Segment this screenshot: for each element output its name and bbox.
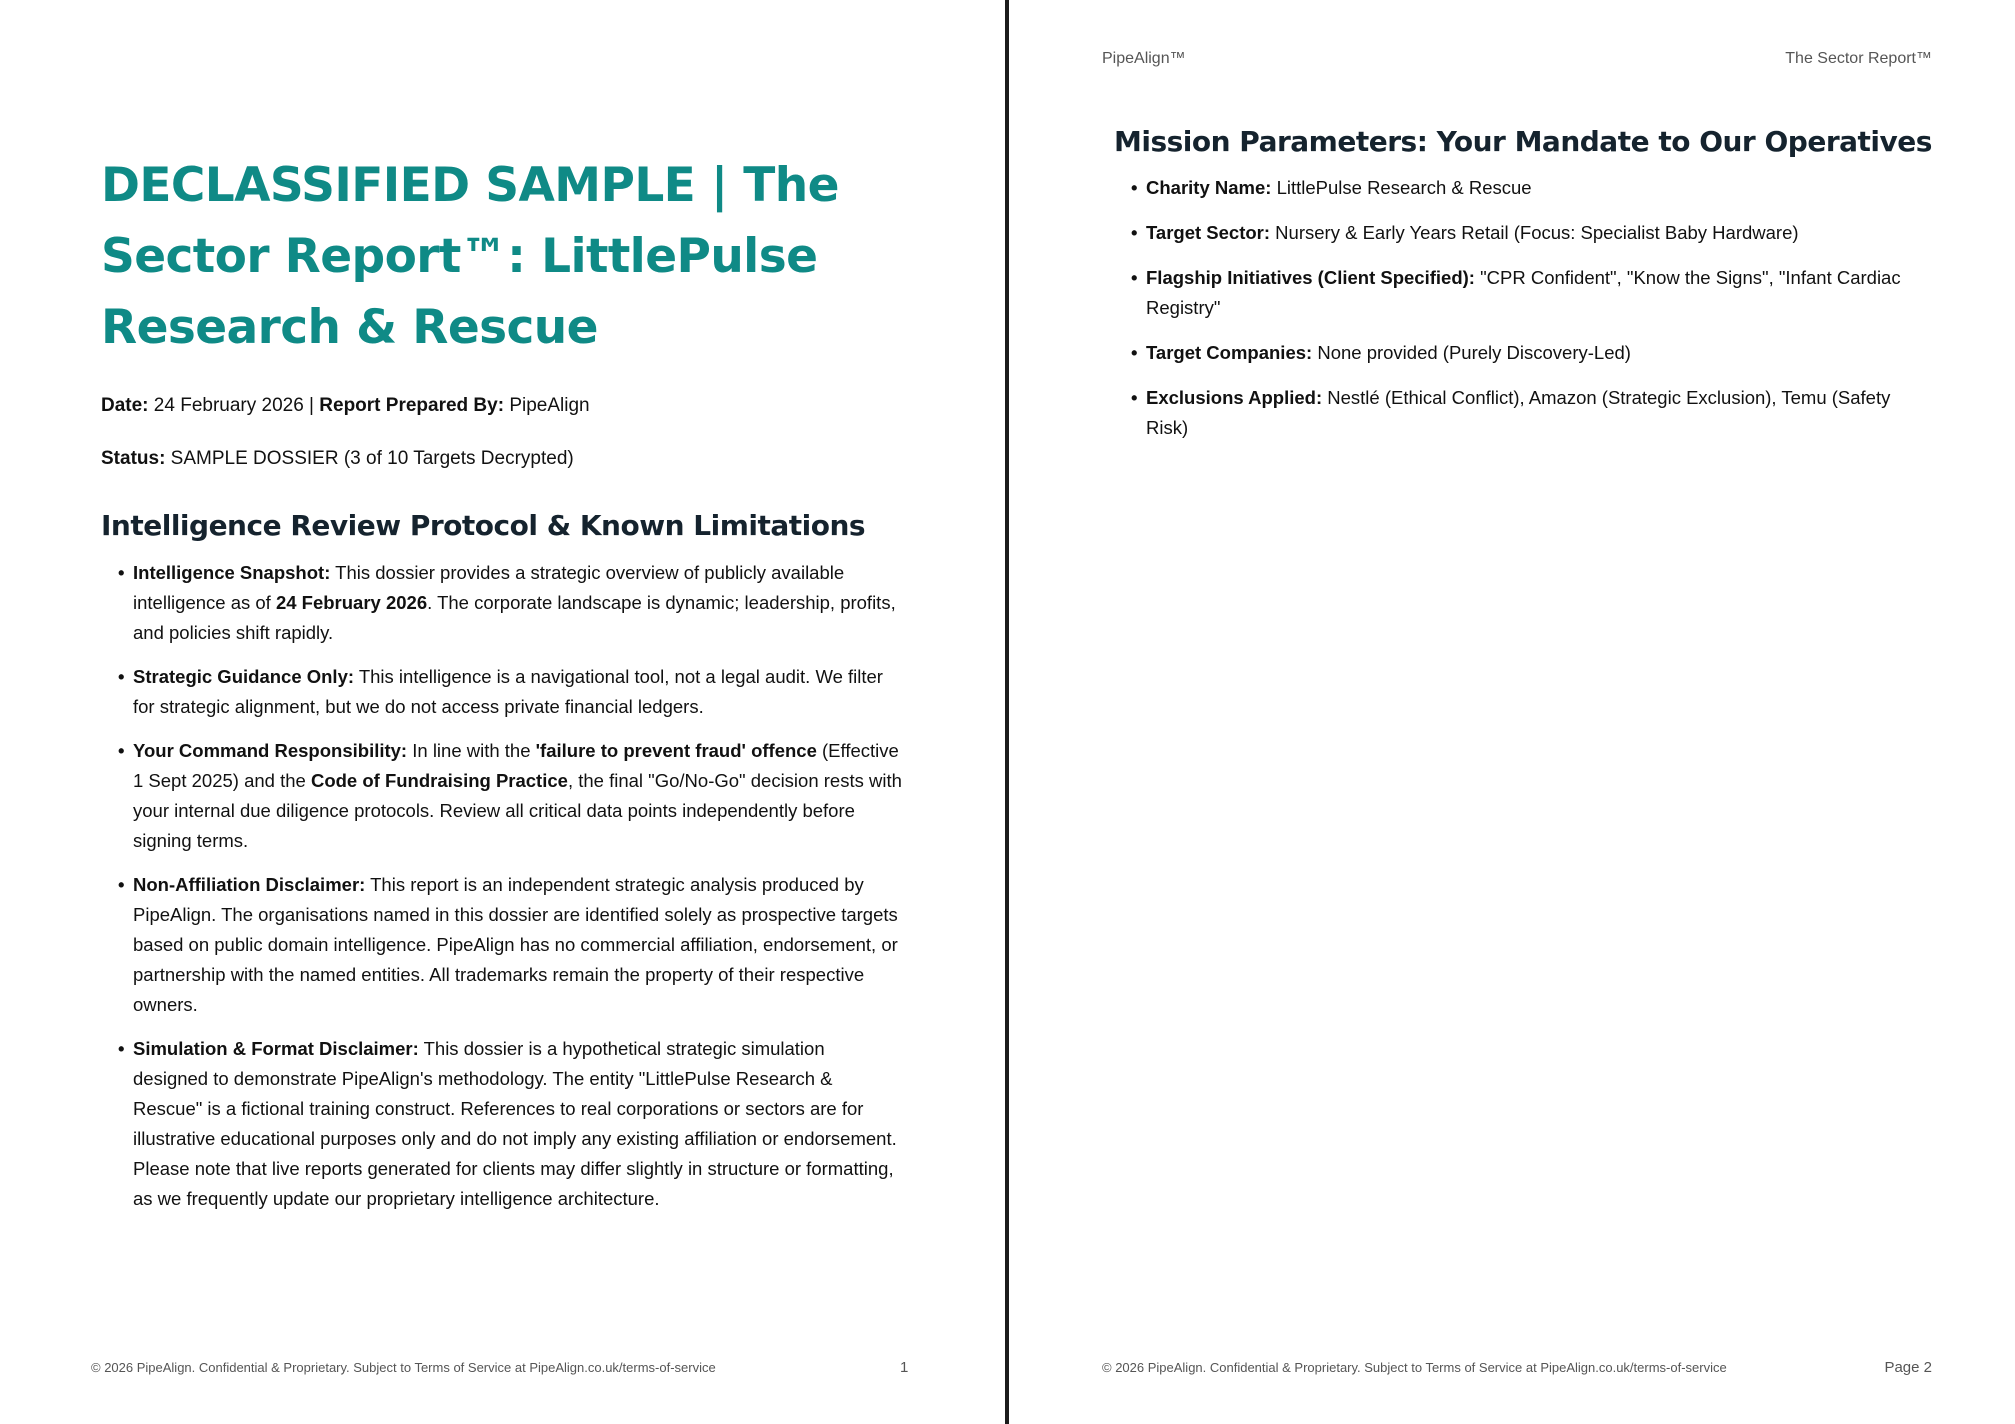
bullet-text: (Effective 1 Sept 2025) and the <box>133 740 899 791</box>
date-label: Date: <box>101 395 149 416</box>
running-head-left: PipeAlign™ <box>1102 50 1186 67</box>
list-item <box>102 736 902 856</box>
bullet-emphasis: Code of Fundraising Practice <box>310 770 568 791</box>
limitations-heading: Intelligence Review Protocol & Known Limitations <box>101 509 866 542</box>
report-title: DECLASSIFIED SAMPLE | The Sector Report™: LittlePulse Research & Rescue <box>101 158 839 355</box>
bullet-text: In line with the <box>407 740 536 761</box>
bullet-text: . The corporate landscape is dynamic; leadership, profits, and policies shift rapidly. <box>133 592 896 643</box>
document-page-1 <box>0 0 1005 1424</box>
bullet-label: Your Command Responsibility: <box>133 740 408 761</box>
list-item <box>102 1034 902 1214</box>
bullet-text: This dossier provides a strategic overview of publicly available intelligence as of <box>133 562 845 613</box>
bullet-text: , the final "Go/No-Go" decision rests with your internal due diligence protocols. Review all critical data points independently before signing terms. <box>133 770 902 851</box>
bullet-label: Charity Name: <box>1146 177 1272 198</box>
bullet-text: This dossier is a hypothetical strategic simulation designed to demonstrate PipeAlign's methodology. The entity "LittlePulse Research & Rescue" is a fictional training construct. References to real corporations or sectors are for illustrative educational purposes only and do not imply any existing affiliation or endorsement. Please note that live reports generated for clients may differ slightly in structure or formatting, as we frequently update our proprietary intelligence architecture. <box>133 1038 897 1209</box>
mission-heading: Mission Parameters: Your Mandate to Our Operatives <box>1114 125 1932 158</box>
running-head-right: The Sector Report™ <box>1785 50 1932 67</box>
bullet-text: "CPR Confident", "Know the Signs", "Infant Cardiac Registry" <box>1146 267 1901 318</box>
bullet-label: Flagship Initiatives (Client Specified): <box>1146 267 1475 288</box>
bullet-label: Target Sector: <box>1146 222 1271 243</box>
bullet-text: None provided (Purely Discovery-Led) <box>1312 342 1631 363</box>
list-item <box>102 558 902 648</box>
bullet-label: Exclusions Applied: <box>1146 387 1323 408</box>
bullet-label: Simulation & Format Disclaimer: <box>133 1038 419 1059</box>
bullet-text: This intelligence is a navigational tool, not a legal audit. We filter for strategic alignment, but we do not access private financial ledgers. <box>133 666 883 717</box>
bullet-label: Strategic Guidance Only: <box>133 666 355 687</box>
document-page-2 <box>1009 0 2015 1424</box>
page-number: 1 <box>900 1359 909 1376</box>
report-status-line <box>101 446 574 472</box>
date-value: 24 February 2026 | <box>148 395 320 416</box>
mission-list <box>1115 173 1935 458</box>
list-item <box>1115 383 1935 443</box>
list-item <box>102 662 902 722</box>
list-item <box>1115 173 1935 203</box>
footer-copyright: © 2026 PipeAlign. Confidential & Proprietary. Subject to Terms of Service at PipeAlign.co.uk/terms-of-service <box>91 1360 716 1375</box>
limitations-list <box>102 558 902 1228</box>
list-item <box>1115 218 1935 248</box>
list-item <box>1115 263 1935 323</box>
prepared-by-label: Report Prepared By: <box>319 395 505 416</box>
list-item <box>1115 338 1935 368</box>
bullet-text: LittlePulse Research & Rescue <box>1271 177 1532 198</box>
status-label: Status: <box>101 448 166 469</box>
bullet-label: Intelligence Snapshot: <box>133 562 331 583</box>
list-item <box>102 870 902 1020</box>
prepared-by-value: PipeAlign <box>504 395 590 416</box>
report-date-line <box>101 393 590 419</box>
page-number: Page 2 <box>1884 1359 1932 1376</box>
bullet-emphasis: 24 February 2026 <box>275 592 428 613</box>
bullet-label: Target Companies: <box>1146 342 1313 363</box>
status-value: SAMPLE DOSSIER (3 of 10 Targets Decrypted) <box>165 448 574 469</box>
bullet-text: This report is an independent strategic analysis produced by PipeAlign. The organisations named in this dossier are identified solely as prospective targets based on public domain intelligence. PipeAlign has no commercial affiliation, endorsement, or partnership with the named entities. All trademarks remain the property of their respective owners. <box>133 874 898 1015</box>
bullet-label: Non-Affiliation Disclaimer: <box>133 874 366 895</box>
bullet-text: Nursery & Early Years Retail (Focus: Specialist Baby Hardware) <box>1270 222 1799 243</box>
footer-copyright: © 2026 PipeAlign. Confidential & Proprietary. Subject to Terms of Service at PipeAlign.co.uk/terms-of-service <box>1102 1360 1727 1375</box>
bullet-text: Nestlé (Ethical Conflict), Amazon (Strategic Exclusion), Temu (Safety Risk) <box>1146 387 1891 438</box>
bullet-emphasis: 'failure to prevent fraud' offence <box>535 740 817 761</box>
